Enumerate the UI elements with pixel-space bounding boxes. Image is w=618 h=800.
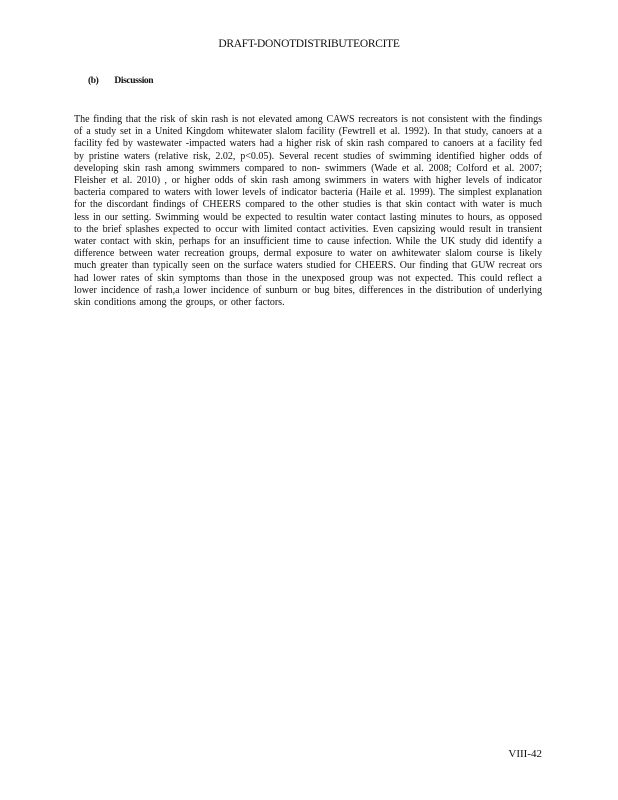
page-number: VIII-42 xyxy=(508,748,542,760)
discussion-paragraph: The finding that the risk of skin rash is not elevated among CAWS recreators is not consistent with the findings of a study set in a United Kingdom whitewater slalom facility (Fewtrell et al. 1992). In that study, canoers at a facility fed by wastewater -impacted waters had a higher risk of skin rash compared to canoers at a facility fed by pristine waters (relative risk, 2.02, p<0.05). Several recent studies of swimming identified higher odds of developing skin rash among swimmers compared to non- swimmers (Wade et al. 2008; Colford et al. 2007; Fleisher et al. 2010) , or higher odds of skin rash among swimmers in waters with higher levels of indicator bacteria compared to waters with lower levels of indicator bacteria (Haile et al. 1999). The simplest explanation for the discordant findings of CHEERS compared to the other studies is that skin contact with water is much less in our setting. Swimming would be expected to resultin water contact lasting minutes to hours, as opposed to the brief splashes expected to occur with limited contact activities. Even capsizing would result in transient water contact with skin, perhaps for an insufficient time to cause infection. While the UK study did identify a difference between water recreation groups, dermal exposure to water on awhitewater slalom course is likely much greater than typically seen on the surface waters studied for CHEERS. Our finding that GUW recreat ors had lower rates of skin symptoms than those in the unexposed group was not expected. This could reflect a lower incidence of rash,a lower incidence of sunburn or bug bites, differences in the distribution of underlying skin conditions among the groups, or other factors. xyxy=(74,114,542,309)
document-header: DRAFT-DONOTDISTRIBUTEORCITE xyxy=(218,38,400,50)
section-title: Discussion xyxy=(114,76,154,86)
section-number: (b) xyxy=(88,76,99,86)
section-heading xyxy=(88,76,153,86)
